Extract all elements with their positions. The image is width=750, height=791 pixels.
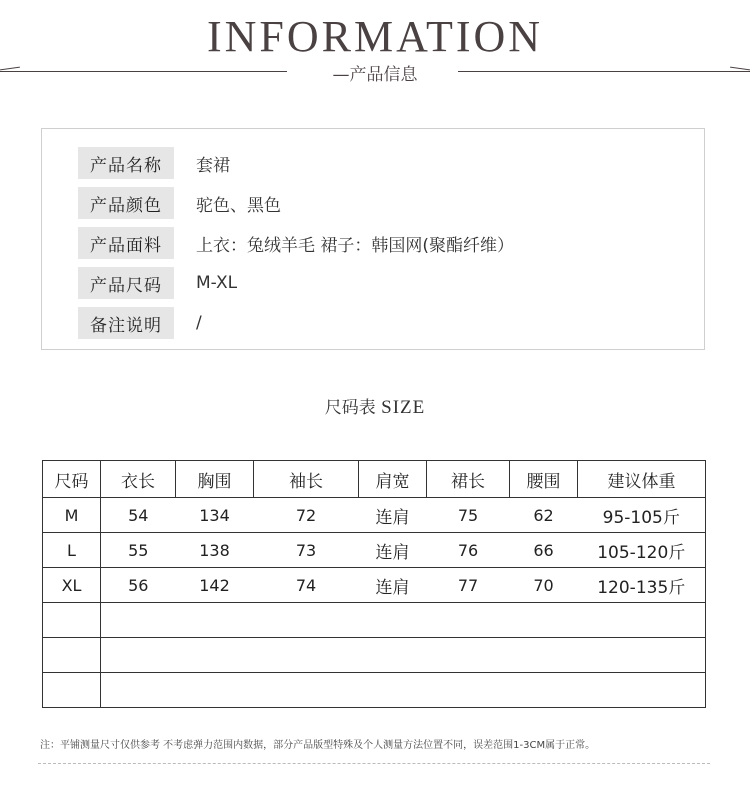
table-cell: 138 [176, 533, 254, 568]
info-value: 上衣：兔绒羊毛 裙子：韩国网(聚酯纤维） [196, 235, 515, 256]
table-cell: 75 [427, 498, 510, 533]
table-cell: 120-135斤 [578, 568, 706, 603]
info-row-remark [78, 307, 202, 339]
table-cell: XL [43, 568, 101, 603]
info-label: 产品尺码 [78, 267, 174, 299]
info-label: 产品名称 [78, 147, 174, 179]
info-row-size [78, 267, 237, 299]
table-cell: 77 [427, 568, 510, 603]
table-cell: 70 [510, 568, 578, 603]
table-row [43, 568, 706, 603]
table-cell: 134 [176, 498, 254, 533]
size-table [42, 460, 706, 708]
table-cell: M [43, 498, 101, 533]
table-cell: 105-120斤 [578, 533, 706, 568]
size-chart-title-en: SIZE [381, 397, 426, 418]
table-cell: 76 [427, 533, 510, 568]
info-label: 产品面料 [78, 227, 174, 259]
measurement-note: 注：平铺测量尺寸仅供参考 不考虑弹力范围内数据，部分产品版型特殊及个人测量方法位置不同，误差范围1-3CM属于正常。 [40, 740, 596, 751]
table-cell: 56 [101, 568, 176, 603]
table-cell: 95-105斤 [578, 498, 706, 533]
table-cell: 66 [510, 533, 578, 568]
info-value: / [196, 313, 202, 333]
header-title: INFORMATION [206, 12, 544, 61]
column-header: 裙长 [427, 461, 510, 498]
column-header: 尺码 [43, 461, 101, 498]
size-chart-title-cn: 尺码表 [324, 398, 382, 418]
table-cell: L [43, 533, 101, 568]
table-row-empty [43, 638, 706, 673]
table-cell: 连肩 [359, 498, 427, 533]
table-cell: 74 [254, 568, 359, 603]
table-cell: 连肩 [359, 533, 427, 568]
column-header: 袖长 [254, 461, 359, 498]
info-value: 驼色、黑色 [196, 195, 281, 216]
column-header: 腰围 [510, 461, 578, 498]
info-row-fabric [78, 227, 514, 259]
column-header: 胸围 [176, 461, 254, 498]
table-cell: 55 [101, 533, 176, 568]
info-row-color [78, 187, 281, 219]
info-value: M-XL [196, 273, 238, 293]
column-header: 建议体重 [578, 461, 706, 498]
size-chart-title [0, 393, 750, 419]
table-cell: 72 [254, 498, 359, 533]
table-cell: 142 [176, 568, 254, 603]
size-table-header [43, 461, 706, 498]
info-label: 备注说明 [78, 307, 174, 339]
table-row-empty [43, 603, 706, 638]
table-row [43, 533, 706, 568]
product-info-box [41, 128, 705, 350]
column-header: 肩宽 [359, 461, 427, 498]
header-subtitle: —产品信息 [332, 65, 418, 85]
column-header: 衣长 [101, 461, 176, 498]
dashed-divider [38, 763, 710, 764]
table-row [43, 498, 706, 533]
info-value: 套裙 [196, 155, 230, 176]
info-row-name [78, 147, 230, 179]
table-cell: 73 [254, 533, 359, 568]
info-label: 产品颜色 [78, 187, 174, 219]
table-row-empty [43, 673, 706, 708]
table-cell: 54 [101, 498, 176, 533]
table-cell: 62 [510, 498, 578, 533]
table-cell: 连肩 [359, 568, 427, 603]
